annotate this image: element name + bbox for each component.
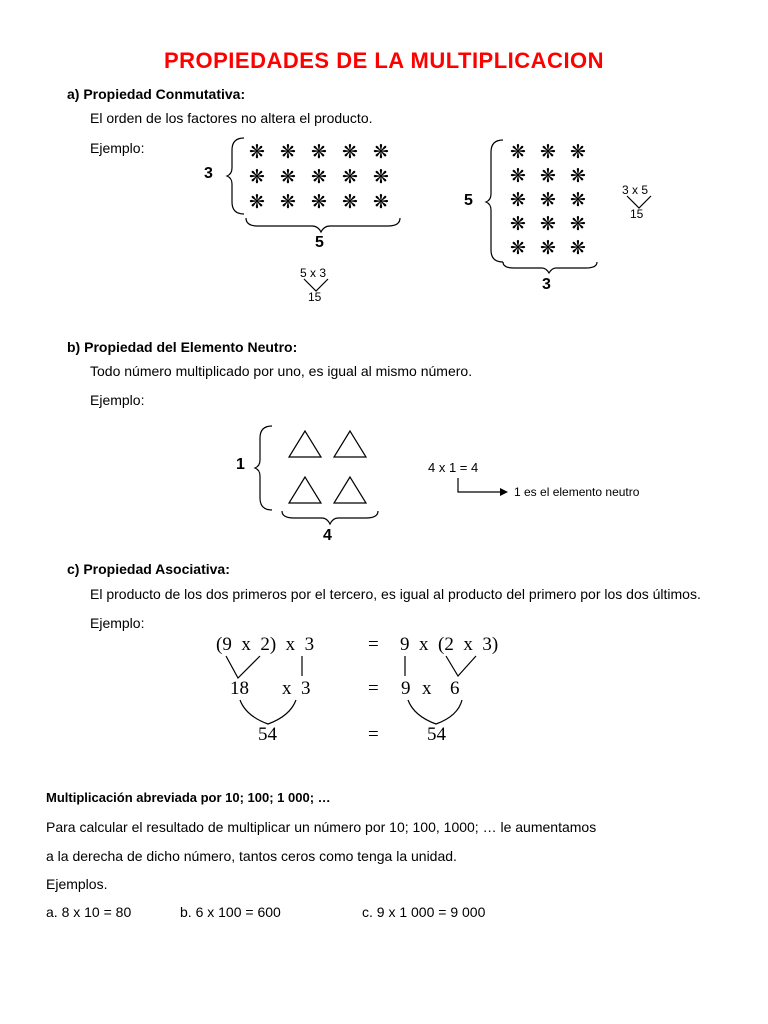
left-grid-star-icon: ❋ [373, 142, 389, 163]
assoc-right-row1: 9 x (2 x 3) [400, 634, 499, 655]
section-a-heading: a) Propiedad Conmutativa: [67, 86, 246, 102]
assoc-right-v1 [446, 656, 476, 676]
left-grid-star-icon: ❋ [280, 142, 296, 163]
section-a-description: El orden de los factores no altera el producto. [90, 110, 373, 126]
connector-right-expr [627, 196, 651, 208]
triangle-rows-label: 1 [236, 456, 245, 473]
right-grid-star-icon: ❋ [570, 166, 586, 187]
grid-left-cols-label: 5 [315, 234, 324, 251]
assoc-left-row2-a: 18 [230, 678, 249, 699]
abbrev-heading: Multiplicación abreviada por 10; 100; 1 000; … [46, 790, 331, 805]
grid-left-rows-label: 3 [204, 165, 213, 182]
right-grid-star-icon: ❋ [570, 238, 586, 259]
assoc-equals-1: = [368, 634, 379, 655]
assoc-right-row3: 54 [427, 724, 446, 745]
abbrev-examples-label: Ejemplos. [46, 876, 108, 892]
left-grid-star-icon: ❋ [373, 167, 389, 188]
neutral-arrow-head [500, 488, 508, 496]
brace-right-horizontal [503, 262, 597, 273]
brace-neutral-vertical [255, 426, 272, 510]
left-grid-star-icon: ❋ [311, 192, 327, 213]
assoc-right-row2-b: x [422, 678, 432, 699]
right-grid-star-icon: ❋ [570, 214, 586, 235]
left-grid-star-icon: ❋ [342, 192, 358, 213]
connector-left-expr [304, 279, 328, 291]
abbrev-example-a: a. 8 x 10 = 80 [46, 904, 132, 920]
abbrev-line2: a la derecha de dicho número, tantos ceros como tenga la unidad. [46, 848, 457, 864]
section-c-description: El producto de los dos primeros por el tercero, es igual al producto del primero por los dos últimos. [90, 586, 701, 602]
neutral-arrow-line [458, 478, 500, 492]
expr-left-top: 5 x 3 [300, 266, 327, 280]
grid-right-rows-label: 5 [464, 192, 473, 209]
neutral-equation: 4 x 1 = 4 [428, 460, 479, 475]
assoc-equals-2: = [368, 678, 379, 699]
brace-left-vertical [227, 138, 244, 214]
brace-neutral-horizontal [282, 511, 378, 524]
abbrev-example-c: c. 9 x 1 000 = 9 000 [362, 904, 486, 920]
expr-right-top: 3 x 5 [622, 183, 649, 197]
section-b-description: Todo número multiplicado por uno, es igual al mismo número. [90, 363, 473, 379]
neutral-note: 1 es el elemento neutro [514, 485, 640, 499]
triangle-1 [289, 431, 321, 457]
abbrev-example-b: b. 6 x 100 = 600 [180, 904, 281, 920]
triangle-4 [334, 477, 366, 503]
page-title: PROPIEDADES DE LA MULTIPLICACION [163, 48, 605, 73]
right-grid-star-icon: ❋ [510, 166, 526, 187]
left-grid-star-icon: ❋ [280, 167, 296, 188]
right-grid-star-icon: ❋ [540, 214, 556, 235]
assoc-equals-3: = [368, 724, 379, 745]
right-grid-star-icon: ❋ [540, 142, 556, 163]
left-grid-star-icon: ❋ [311, 142, 327, 163]
left-grid-star-icon: ❋ [249, 167, 265, 188]
grid-right-cols-label: 3 [542, 276, 551, 293]
section-b-heading: b) Propiedad del Elemento Neutro: [67, 339, 298, 355]
right-grid-star-icon: ❋ [570, 142, 586, 163]
left-grid-star-icon: ❋ [280, 192, 296, 213]
expr-right-result: 15 [630, 207, 644, 221]
right-grid-star-icon: ❋ [570, 190, 586, 211]
assoc-right-row2-a: 9 [401, 678, 411, 699]
assoc-left-row2-b: x 3 [282, 678, 311, 699]
assoc-right-row2-c: 6 [450, 678, 460, 699]
right-grid-star-icon: ❋ [540, 166, 556, 187]
left-grid-star-icon: ❋ [373, 192, 389, 213]
right-grid-star-icon: ❋ [510, 190, 526, 211]
left-grid-star-icon: ❋ [249, 192, 265, 213]
section-a-example-label: Ejemplo: [90, 140, 145, 156]
left-grid-star-icon: ❋ [342, 167, 358, 188]
assoc-left-v1 [226, 656, 260, 678]
assoc-left-row3: 54 [258, 724, 277, 745]
triangle-3 [289, 477, 321, 503]
right-grid-star-icon: ❋ [540, 238, 556, 259]
left-grid-star-icon: ❋ [311, 167, 327, 188]
right-grid-star-icon: ❋ [540, 190, 556, 211]
section-c-heading: c) Propiedad Asociativa: [67, 561, 230, 577]
left-grid-star-icon: ❋ [342, 142, 358, 163]
assoc-left-v2 [240, 700, 296, 724]
triangle-cols-label: 4 [323, 527, 332, 544]
left-grid-star-icon: ❋ [249, 142, 265, 163]
assoc-left-row1: (9 x 2) x 3 [216, 634, 315, 655]
section-c-example-label: Ejemplo: [90, 615, 145, 631]
expr-left-result: 15 [308, 290, 322, 304]
brace-right-vertical [486, 140, 503, 262]
section-b-example-label: Ejemplo: [90, 392, 145, 408]
triangle-2 [334, 431, 366, 457]
abbrev-line1: Para calcular el resultado de multiplicar un número por 10; 100, 1000; … le aumentamos [46, 819, 597, 835]
right-grid-star-icon: ❋ [510, 142, 526, 163]
brace-left-horizontal [246, 218, 400, 232]
right-grid-star-icon: ❋ [510, 214, 526, 235]
right-grid-star-icon: ❋ [510, 238, 526, 259]
assoc-right-v2 [408, 700, 462, 724]
